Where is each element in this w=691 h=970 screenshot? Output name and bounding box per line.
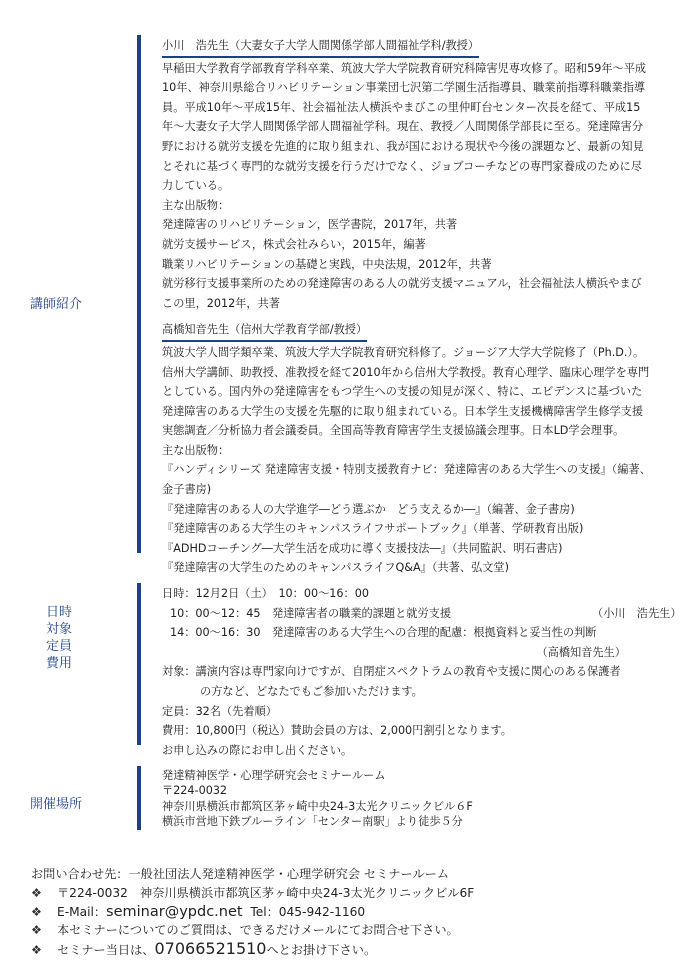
lecturer1-bio-line: 10年、神奈川県総合リハビリテーション事業団七沢第二学園生活指導員、職業前指導科職業指導	[162, 81, 646, 95]
lecturer2-pub: 『ADHDコーチング―大学生活を成功に導く支援技法―』（共同監訳、明石書店)	[162, 541, 563, 555]
lecturer2-bio-line: 実態調査／分析協力者会議委員。全国高等教育障害学生支援協議会理事。日本LD学会理事。	[162, 424, 625, 438]
lecturer1-pub: 職業リハビリテーションの基礎と実践，中央法規，2012年，共著	[162, 257, 492, 271]
lecturers-label: 講師紹介	[30, 297, 83, 312]
contact-day-row	[31, 940, 681, 960]
venue-label: 開催場所	[30, 797, 83, 812]
session-time: 14：00〜16：30	[170, 626, 261, 640]
schedule-section	[162, 584, 682, 760]
contact-address-row	[31, 884, 681, 903]
lecturer2-pub: 『発達障害のある人の大学進学―どう選ぶか どう支えるか―』（編著、金子書房)	[162, 502, 575, 516]
venue-divider	[137, 766, 141, 830]
schedule-date: 日時：12月2日（土） 10：00〜16：00	[162, 587, 369, 600]
lecturer2-pubs-title: 主な出版物：	[162, 443, 230, 457]
lecturer1-heading: 小川 浩先生（大妻女子大学人間関係学部人間福祉学科/教授）	[162, 36, 479, 58]
schedule-capacity: 定員：32名（先着順）	[162, 704, 277, 718]
day-note-post: へとお掛け下さい。	[266, 943, 377, 958]
schedule-divider	[137, 583, 141, 745]
venue-line: 横浜市営地下鉄ブルーライン「センター南駅」より徒歩５分	[162, 815, 463, 829]
venue-line: 発達精神医学・心理学研究会セミナールーム	[162, 769, 386, 782]
lecturer2-pub: 『ハンディシリーズ 発達障害支援・特別支援教育ナビ：発達障害のある大学生への支援』（編著、	[162, 463, 651, 477]
contact-section	[31, 865, 681, 960]
contact-email-row	[31, 903, 681, 922]
lecturer1-pub: 発達障害のリハビリテーション，医学書院，2017年，共著	[162, 218, 458, 232]
schedule-target: 対象：講演内容は専門家向けですが、自閉症スペクトラムの教育や支援に関心のある保護者	[162, 665, 621, 679]
contact-tel: Tel：045-942-1160	[250, 904, 366, 919]
session-time: 10：00〜12：45	[170, 606, 261, 620]
lecturer2-pub: 『発達障害のある大学生のキャンパスライフサポートブック』（単著、学研教育出版)	[162, 522, 584, 536]
day-phone: 07066521510	[154, 939, 267, 959]
lecturer1-bio-line: 野における就労支援を先進的に取り組まれ、我が国における現状や今後の課題など、最新の知見	[162, 139, 644, 153]
contact-mail-note-row	[31, 921, 681, 940]
session-speaker: （小川 浩先生）	[592, 606, 682, 620]
lecturers-section	[162, 36, 682, 578]
diamond-bullet-icon: ❖	[31, 943, 42, 958]
session-row	[162, 604, 682, 624]
schedule-fee: 費用：10,800円（税込）賛助会員の方は、2,000円割引となります。	[162, 724, 512, 738]
schedule-target-cont: の方など、どなたでもご参加いただけます。	[200, 684, 423, 698]
lecturer1-bio-line: 力している。	[162, 179, 230, 193]
session-speaker: （高橋知音先生）	[536, 645, 626, 659]
contact-mail-note: 本セミナーについてのご質問は、できるだけメールにてお問合せ下さい。	[57, 923, 459, 938]
lecturer2-pub: 金子書房)	[162, 483, 212, 497]
schedule-label-capacity: 定員	[45, 639, 72, 654]
venue-line: 神奈川県横浜市都筑区茅ヶ崎中央24-3太光クリニックビル６F	[162, 799, 473, 813]
diamond-bullet-icon: ❖	[31, 923, 42, 938]
lecturer1-bio-line: 早稲田大学教育学部教育学科卒業、筑波大学大学院教育研究科障害児専攻修了。昭和59年〜平成	[162, 61, 647, 75]
lecturer2-bio-line: 信州大学講師、助教授、准教授を経て2010年から信州大学教授。教育心理学、臨床心理学を専門	[162, 365, 650, 379]
lecturer1-bio-line: 員。平成10年〜平成15年、社会福祉法人横浜やまびこの里仲町台センター次長を経て、平成15	[162, 100, 641, 114]
schedule-label-date: 日時	[45, 605, 72, 620]
venue-line: 〒224-0032	[162, 784, 228, 798]
lecturer2-pub: 『発達障害の大学生のためのキャンパスライフQ&A』（共著、弘文堂)	[162, 561, 509, 575]
venue-section	[162, 768, 682, 830]
day-note-pre: セミナー当日は、	[57, 943, 155, 958]
contact-address: 〒224-0032 神奈川県横浜市都筑区茅ヶ崎中央24-3太光クリニックビル6F	[57, 885, 475, 900]
lecturer1-pub: 就労移行支援事業所のための発達障害のある人の就労支援マニュアル，社会福祉法人横浜やまび	[162, 277, 642, 291]
email-label: E-Mail：	[57, 904, 107, 919]
session-topic: 発達障害のある大学生への合理的配慮：根拠資料と妥当性の判断	[272, 626, 597, 640]
lecturer2-bio-line: 筑波大学人間学類卒業、筑波大学大学院教育研究科修了。ジョージア大学大学院修了（Ph.D.）。	[162, 345, 645, 359]
diamond-bullet-icon: ❖	[31, 885, 42, 900]
schedule-note: お申し込みの際にお申し出ください。	[162, 743, 353, 757]
lecturer2-bio-line: 発達障害のある大学生の支援を先駆的に取り組まれている。日本学生支援機構障害学生修学支援	[162, 404, 644, 418]
schedule-label-fee: 費用	[45, 656, 72, 671]
lecturer2-bio-line: としている。国内外の発達障害をもつ学生への支援の知見が深く、特に、エビデンスに基づいた	[162, 385, 643, 399]
lecturer1-bio-line: 年〜大妻女子大学人間関係学部人間福祉学科。現在、教授／人間関係学部長に至る。発達障害分	[162, 120, 644, 134]
schedule-label-target: 対象	[45, 622, 72, 637]
lecturer1-bio-line: とそれに基づく専門的な就労支援を行うだけでなく、ジョブコーチなどの専門家養成のために尽	[162, 159, 643, 173]
lecturers-divider	[137, 35, 141, 553]
email-link[interactable]: seminar@ypdc.net	[106, 903, 243, 920]
contact-title: お問い合わせ先：一般社団法人発達精神医学・心理学研究会 セミナールーム	[31, 867, 450, 881]
lecturer1-pub: 就労支援サービス，株式会社みらい，2015年，編著	[162, 237, 426, 251]
diamond-bullet-icon: ❖	[31, 904, 42, 919]
session-topic: 発達障害者の職業的課題と就労支援	[272, 606, 452, 620]
lecturer1-pubs-title: 主な出版物：	[162, 198, 230, 212]
lecturer2-heading: 高橋知音先生（信州大学教育学部/教授）	[162, 320, 367, 342]
lecturer1-pub: この里，2012年，共著	[162, 296, 280, 310]
schedule-labels	[43, 604, 75, 672]
session-row	[162, 623, 682, 643]
